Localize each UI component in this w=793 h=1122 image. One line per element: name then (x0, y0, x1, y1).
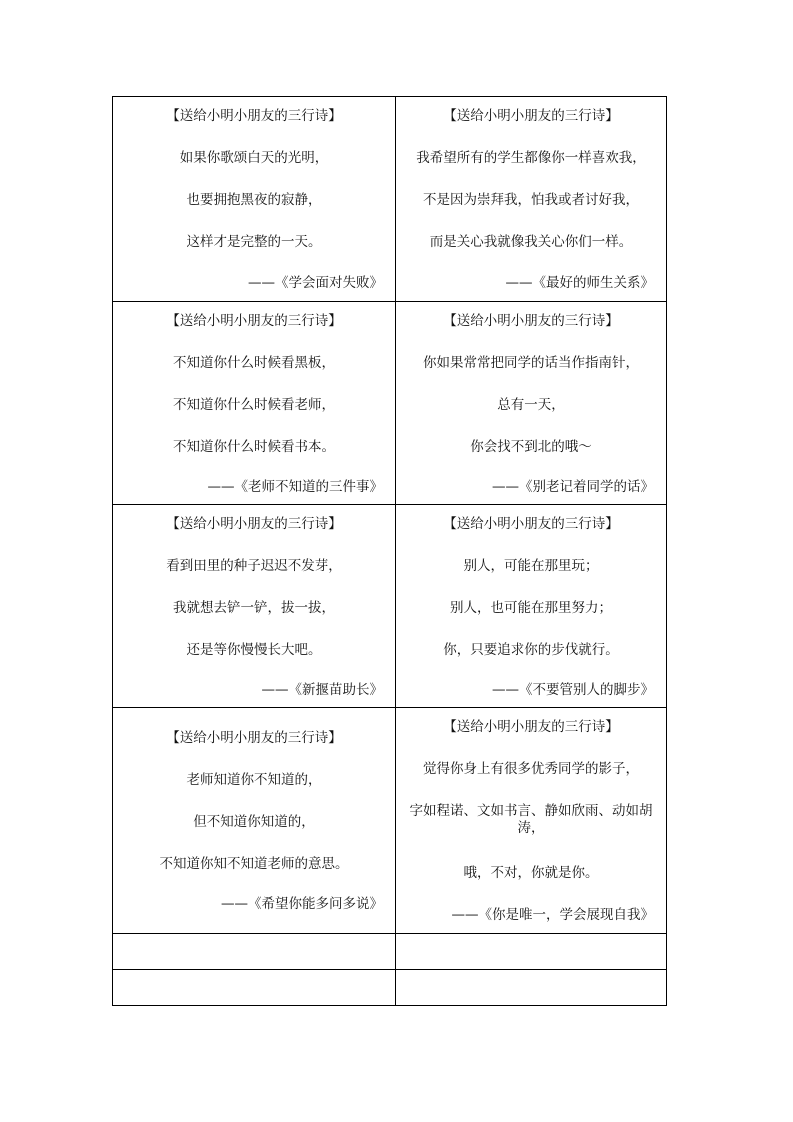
poem-line: 这样才是完整的一天。 (186, 234, 322, 250)
poem-cell (396, 505, 667, 708)
poem-line: 而是关心我就像我关心你们一样。 (429, 234, 633, 250)
poem-line: 如果你歌颂白天的光明， (179, 150, 329, 166)
poem-cell (113, 505, 396, 708)
poem-line: 你如果常常把同学的话当作指南针， (423, 355, 639, 371)
poem-line: 我希望所有的学生都像你一样喜欢我， (416, 150, 646, 166)
poem-line: 别人，可能在那里玩； (463, 558, 599, 574)
table-row (113, 708, 667, 934)
poem-line: 不知道你什么时候看黑板， (173, 355, 335, 371)
poem-line: 也要拥抱黑夜的寂静， (186, 192, 322, 208)
table-row (113, 97, 667, 302)
poem-line: 总有一天， (497, 397, 565, 413)
poem-line: 老师知道你不知道的， (186, 772, 322, 788)
poem-line: 不知道你什么时候看书本。 (173, 439, 335, 455)
poem-line: 你会找不到北的哦～ (470, 439, 592, 455)
poem-line: 字如程诺、文如书言、静如欣雨、动如胡涛， (409, 803, 653, 836)
poem-heading: 【送给小明小朋友的三行诗】 (443, 719, 619, 735)
table-row (113, 505, 667, 708)
poem-source: ——《别老记着同学的话》 (492, 479, 654, 495)
poem-cell (113, 97, 396, 302)
poem-heading: 【送给小明小朋友的三行诗】 (443, 108, 619, 124)
table-row (113, 970, 667, 1006)
poem-cell (396, 302, 667, 505)
empty-cell (396, 934, 667, 970)
poem-source: ——《学会面对失败》 (248, 275, 383, 291)
poem-source: ——《老师不知道的三件事》 (207, 479, 383, 495)
poem-cell (396, 97, 667, 302)
poem-cell (113, 302, 396, 505)
poem-line: 不知道你什么时候看老师， (173, 397, 335, 413)
poem-heading: 【送给小明小朋友的三行诗】 (443, 313, 619, 329)
poem-heading: 【送给小明小朋友的三行诗】 (166, 516, 342, 532)
poem-heading: 【送给小明小朋友的三行诗】 (166, 313, 342, 329)
poem-heading: 【送给小明小朋友的三行诗】 (166, 730, 342, 746)
poem-line: 觉得你身上有很多优秀同学的影子， (423, 761, 639, 777)
poem-line: 不知道你知不知道老师的意思。 (159, 856, 349, 872)
poem-source: ——《希望你能多问多说》 (221, 896, 383, 912)
poem-heading: 【送给小明小朋友的三行诗】 (166, 108, 342, 124)
poem-cell (113, 708, 396, 934)
empty-cell (113, 934, 396, 970)
poem-line: 但不知道你知道的， (193, 814, 315, 830)
poem-heading: 【送给小明小朋友的三行诗】 (443, 516, 619, 532)
poem-source: ——《不要管别人的脚步》 (492, 682, 654, 698)
empty-cell (396, 970, 667, 1006)
poem-line: 你，只要追求你的步伐就行。 (443, 642, 619, 658)
poem-line: 我就想去铲一铲，拔一拔， (173, 600, 335, 616)
poem-line: 还是等你慢慢长大吧。 (186, 642, 322, 658)
poem-table (112, 96, 667, 1006)
table-row (113, 934, 667, 970)
poem-source: ——《你是唯一，学会展现自我》 (451, 907, 654, 923)
poem-line: 别人，也可能在那里努力； (450, 600, 612, 616)
poem-source: ——《最好的师生关系》 (505, 275, 654, 291)
poem-line: 看到田里的种子迟迟不发芽， (166, 558, 342, 574)
poem-line: 哦，不对，你就是你。 (463, 865, 599, 881)
poem-source: ——《新揠苗助长》 (261, 682, 383, 698)
poem-line: 不是因为崇拜我，怕我或者讨好我， (423, 192, 639, 208)
table-row (113, 302, 667, 505)
poem-cell (396, 708, 667, 934)
empty-cell (113, 970, 396, 1006)
